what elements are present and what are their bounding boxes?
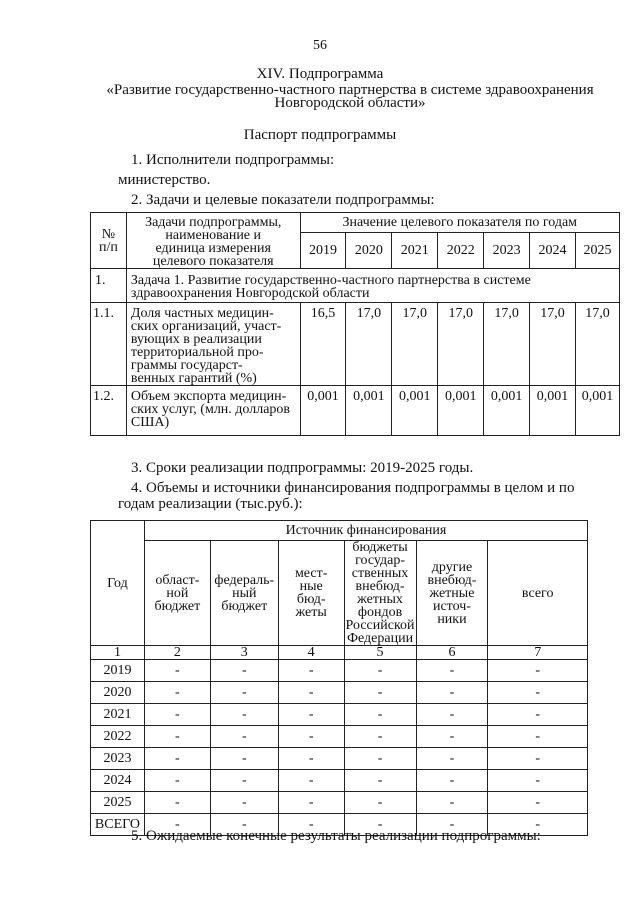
row-year: 2023 xyxy=(91,748,145,770)
col-number: 1 xyxy=(91,646,145,660)
table-cell: - xyxy=(344,726,416,748)
table-cell: - xyxy=(278,682,344,704)
table-cell: - xyxy=(416,792,488,814)
table-cell: - xyxy=(278,726,344,748)
table-cell-value: 0,001 xyxy=(575,386,619,436)
table-cell-value: 0,001 xyxy=(300,386,346,436)
table-cell-value: 17,0 xyxy=(346,303,392,386)
table-row-label: Доля частных медицин- ских организаций, участ- вующих в реализации территориальной про- граммы государст- венных гарантий (%) xyxy=(126,303,300,386)
indicators-table xyxy=(90,212,620,436)
table-cell: - xyxy=(144,726,210,748)
item-1-heading: 1. Исполнители подпрограммы: xyxy=(131,152,335,168)
task-row-num: 1. xyxy=(91,269,127,303)
col-header-source: Источник финансирования xyxy=(144,521,587,541)
table-cell: - xyxy=(210,682,278,704)
table-cell-value: 0,001 xyxy=(438,386,484,436)
table-cell: - xyxy=(278,814,344,836)
year-header: 2021 xyxy=(392,233,438,269)
table-cell: - xyxy=(416,682,488,704)
item-5-text: 5. Ожидаемые конечные результаты реализации подпрограммы: xyxy=(131,828,541,844)
subprogram-title: «Развитие государственно-частного партнерства в системе здравоохранения Новгородской области» xyxy=(106,82,594,111)
page-number: 56 xyxy=(313,38,327,53)
table-cell: - xyxy=(344,792,416,814)
table-cell: - xyxy=(416,660,488,682)
row-year: 2024 xyxy=(91,770,145,792)
source-header: федераль- ный бюджет xyxy=(210,541,278,646)
item-1-value: министерство. xyxy=(118,172,211,188)
funding-table xyxy=(90,520,588,836)
table-cell-value: 17,0 xyxy=(392,303,438,386)
col-header-year: Год xyxy=(91,521,145,646)
table-cell-value: 17,0 xyxy=(575,303,619,386)
year-header: 2020 xyxy=(346,233,392,269)
section-heading: XIV. Подпрограмма xyxy=(256,66,384,82)
table-cell: - xyxy=(344,814,416,836)
item-2-heading: 2. Задачи и целевые показатели подпрограммы: xyxy=(131,192,435,208)
table-cell: - xyxy=(278,748,344,770)
table-row-num: 1.2. xyxy=(91,386,127,436)
table-cell: - xyxy=(416,748,488,770)
table-cell-value: 0,001 xyxy=(392,386,438,436)
source-header: бюджеты государ- ственных внебюд- жетных фондов Российской Федерации xyxy=(345,540,415,646)
year-header: 2022 xyxy=(438,233,484,269)
table-cell: - xyxy=(144,814,210,836)
table-cell: - xyxy=(144,660,210,682)
table-cell-value: 16,5 xyxy=(300,303,346,386)
table-cell: - xyxy=(416,770,488,792)
table-cell: - xyxy=(488,660,588,682)
table-cell: - xyxy=(144,682,210,704)
table-cell: - xyxy=(278,792,344,814)
table-cell: - xyxy=(416,726,488,748)
table-cell: - xyxy=(344,660,416,682)
table-cell: - xyxy=(278,770,344,792)
table-cell: - xyxy=(344,682,416,704)
item-3-text: 3. Сроки реализации подпрограммы: 2019-2025 годы. xyxy=(131,460,474,476)
table-cell: - xyxy=(488,770,588,792)
col-number: 2 xyxy=(144,646,210,660)
task-row-text: Задача 1. Развитие государственно-частного партнерства в системе здравоохранения Новгородской области xyxy=(126,269,619,303)
table-cell: - xyxy=(344,704,416,726)
table-cell: - xyxy=(210,770,278,792)
table-cell-value: 0,001 xyxy=(346,386,392,436)
source-header: област- ной бюджет xyxy=(144,541,210,646)
table-cell: - xyxy=(210,660,278,682)
table-cell: - xyxy=(210,748,278,770)
table-cell: - xyxy=(210,726,278,748)
table-row-num: 1.1. xyxy=(91,303,127,386)
table-cell: - xyxy=(488,682,588,704)
source-header: всего xyxy=(488,541,588,646)
table-cell: - xyxy=(488,726,588,748)
col-number: 7 xyxy=(488,646,588,660)
row-year: 2022 xyxy=(91,726,145,748)
table-cell: - xyxy=(210,704,278,726)
table-cell: - xyxy=(416,814,488,836)
table-cell: - xyxy=(210,814,278,836)
year-header: 2025 xyxy=(575,233,619,269)
row-year: 2019 xyxy=(91,660,145,682)
table-row-label: Объем экспорта медицин- ских услуг, (млн. долларов США) xyxy=(126,386,300,436)
col-number: 3 xyxy=(210,646,278,660)
row-total: ВСЕГО xyxy=(91,814,145,836)
col-header-num: № п/п xyxy=(91,213,127,269)
table-cell: - xyxy=(278,660,344,682)
item-4-text: 4. Объемы и источники финансирования подпрограммы в целом и по годам реализации (тыс.руб.): xyxy=(118,480,575,512)
table-cell: - xyxy=(278,704,344,726)
table-cell-value: 17,0 xyxy=(530,303,576,386)
passport-heading: Паспорт подпрограммы xyxy=(243,127,397,143)
row-year: 2025 xyxy=(91,792,145,814)
col-header-values: Значение целевого показателя по годам xyxy=(300,213,619,233)
col-number: 5 xyxy=(344,646,416,660)
table-cell: - xyxy=(144,792,210,814)
table-cell: - xyxy=(144,704,210,726)
table-cell-value: 17,0 xyxy=(484,303,530,386)
table-cell: - xyxy=(144,770,210,792)
table-cell-value: 0,001 xyxy=(530,386,576,436)
table-cell-value: 0,001 xyxy=(484,386,530,436)
table-cell: - xyxy=(344,770,416,792)
col-number: 4 xyxy=(278,646,344,660)
year-header: 2019 xyxy=(300,233,346,269)
table-cell: - xyxy=(144,748,210,770)
table-cell: - xyxy=(210,792,278,814)
table-cell: - xyxy=(416,704,488,726)
year-header: 2023 xyxy=(484,233,530,269)
source-header: другие внебюд- жетные источ- ники xyxy=(416,541,488,646)
col-header-task: Задачи подпрограммы, наименование и единица измерения целевого показателя xyxy=(126,213,300,269)
col-number: 6 xyxy=(416,646,488,660)
table-cell: - xyxy=(488,792,588,814)
table-cell: - xyxy=(488,704,588,726)
row-year: 2020 xyxy=(91,682,145,704)
table-cell: - xyxy=(488,814,588,836)
year-header: 2024 xyxy=(530,233,576,269)
table-cell-value: 17,0 xyxy=(438,303,484,386)
table-cell: - xyxy=(344,748,416,770)
row-year: 2021 xyxy=(91,704,145,726)
source-header: мест- ные бюд- жеты xyxy=(278,541,344,646)
table-cell: - xyxy=(488,748,588,770)
